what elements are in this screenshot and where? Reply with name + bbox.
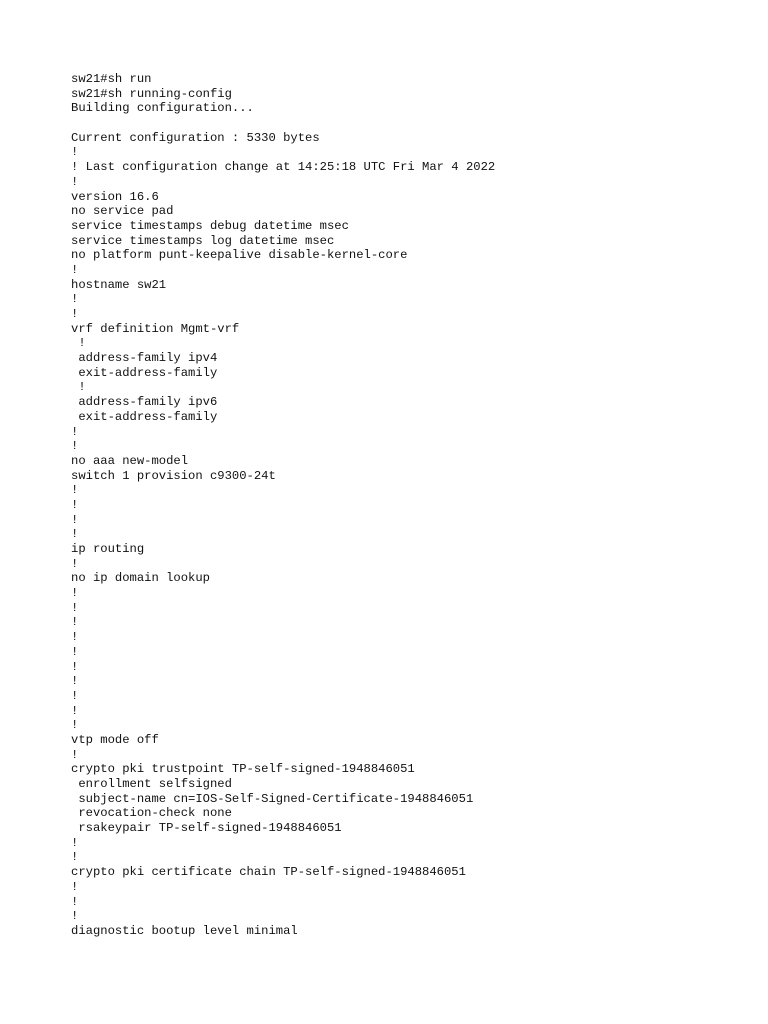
config-line: ! [71, 586, 79, 601]
config-line: crypto pki certificate chain TP-self-signed-1948846051 [71, 865, 466, 880]
config-line: ! Last configuration change at 14:25:18 UTC Fri Mar 4 2022 [71, 160, 496, 175]
config-line: ! [71, 380, 86, 395]
config-line: ! [71, 850, 79, 865]
config-line: no aaa new-model [71, 453, 189, 468]
config-line: ! [71, 909, 79, 924]
config-line: ! [71, 644, 79, 659]
config-line: ! [71, 307, 79, 321]
config-line: revocation-check none [71, 806, 232, 821]
config-line: ! [71, 718, 79, 733]
config-line: crypto pki trustpoint TP-self-signed-1948846051 [71, 762, 415, 777]
config-line: ! [71, 483, 79, 498]
config-line: ! [71, 674, 79, 689]
config-line: ! [71, 292, 79, 307]
config-line: ! [71, 497, 79, 512]
config-line: ! [71, 600, 79, 615]
config-line: ! [71, 336, 86, 351]
config-line: ! [71, 835, 79, 850]
config-line: Building configuration... [71, 101, 254, 116]
config-line: ! [71, 145, 79, 160]
config-line: service timestamps log datetime msec [71, 233, 335, 248]
config-line: ! [71, 630, 79, 645]
config-line: exit-address-family [71, 365, 218, 380]
config-line: address-family ipv6 [71, 395, 218, 410]
config-line: ! [71, 703, 79, 718]
config-line: diagnostic bootup level minimal [71, 923, 298, 938]
config-line: ! [71, 894, 79, 909]
config-line: vrf definition Mgmt-vrf [71, 321, 240, 336]
config-line: ! [71, 174, 79, 189]
config-line: exit-address-family [71, 409, 218, 424]
config-line: enrollment selfsigned [71, 777, 232, 791]
config-line: ! [71, 527, 79, 542]
config-line: ! [71, 556, 79, 571]
config-line: service timestamps debug datetime msec [71, 218, 349, 233]
config-line: ip routing [71, 542, 145, 556]
config-line: ! [71, 262, 79, 277]
config-line: sw21#sh running-config [71, 86, 232, 101]
config-line: ! [71, 688, 79, 703]
config-line [71, 116, 495, 131]
config-line: rsakeypair TP-self-signed-1948846051 [71, 821, 342, 836]
config-line: ! [71, 512, 79, 527]
config-line: ! [71, 659, 79, 674]
config-line: address-family ipv4 [71, 351, 218, 366]
config-line: Current configuration : 5330 bytes [71, 130, 320, 145]
config-line: no service pad [71, 204, 174, 219]
config-line: ! [71, 747, 79, 762]
running-config-text [71, 72, 495, 939]
config-line: hostname sw21 [71, 277, 167, 292]
config-line: ! [71, 879, 79, 894]
config-line: subject-name cn=IOS-Self-Signed-Certificate-1948846051 [71, 791, 474, 806]
config-line: ! [71, 439, 79, 454]
config-line: vtp mode off [71, 732, 159, 747]
config-line: no platform punt-keepalive disable-kernel-core [71, 248, 408, 263]
config-line: version 16.6 [71, 189, 159, 204]
config-line: ! [71, 424, 79, 439]
config-line: sw21#sh run [71, 72, 152, 86]
config-line: no ip domain lookup [71, 571, 210, 586]
config-line: ! [71, 615, 79, 630]
config-line: switch 1 provision c9300-24t [71, 468, 276, 483]
